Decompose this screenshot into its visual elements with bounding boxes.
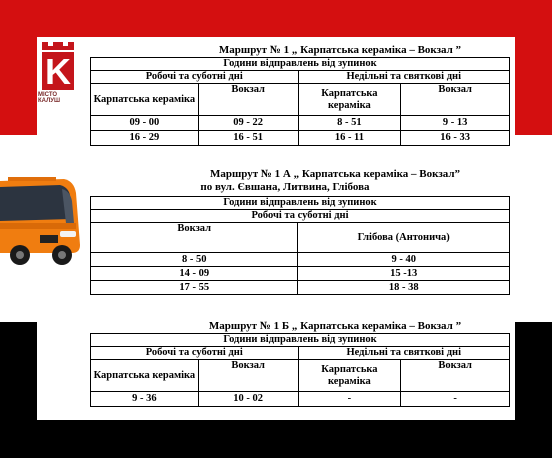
route1b-group-holidays: Недільні та святкові дні xyxy=(298,347,510,360)
route1b-stop-station-holidays: Вокзал xyxy=(401,360,510,392)
route1-cell: 9 - 13 xyxy=(401,116,510,131)
route1-cell: 16 - 33 xyxy=(401,131,510,146)
route1-group-holidays: Недільні та святкові дні xyxy=(298,71,510,84)
route1b-header: Години відправлень від зупинок xyxy=(91,334,510,347)
route1-stop-ceramics-weekdays: Карпатська кераміка xyxy=(91,84,199,116)
route1-cell: 09 - 22 xyxy=(198,116,298,131)
route1b-stop-ceramics-weekdays: Карпатська кераміка xyxy=(91,360,199,392)
route1b-cell: 9 - 36 xyxy=(91,392,199,407)
route1-stop-ceramics-holidays: Карпатська кераміка xyxy=(298,84,401,116)
route1a-cell: 15 -13 xyxy=(298,267,510,281)
bus-image xyxy=(0,175,82,267)
route1-header: Години відправлень від зупинок xyxy=(91,58,510,71)
route1-title: Маршрут № 1 „ Карпатська кераміка – Вокзал ” xyxy=(218,44,462,56)
route1a-cell: 18 - 38 xyxy=(298,281,510,295)
route1a-cell: 17 - 55 xyxy=(91,281,298,295)
route1b-cell: - xyxy=(298,392,401,407)
route1-cell: 09 - 00 xyxy=(91,116,199,131)
route1-cell: 16 - 29 xyxy=(91,131,199,146)
route1a-cell: 14 - 09 xyxy=(91,267,298,281)
logo-letter: K xyxy=(45,51,71,92)
route1-cell: 16 - 51 xyxy=(198,131,298,146)
route1a-title: Маршрут № 1 А „ Карпатська кераміка – Вокзал” xyxy=(209,168,461,180)
route1a-cell: 8 - 50 xyxy=(91,253,298,267)
route1b-timetable xyxy=(90,333,510,407)
route1a-subtitle: по вул. Євшана, Литвина, Глібова xyxy=(200,181,370,193)
route1a-group-weekdays: Робочі та суботні дні xyxy=(91,210,510,223)
route1a-stop-station: Вокзал xyxy=(91,223,298,253)
route1b-stop-station-weekdays: Вокзал xyxy=(198,360,298,392)
route1b-cell: - xyxy=(401,392,510,407)
route1a-header: Години відправлень від зупинок xyxy=(91,197,510,210)
route1a-stop-glibova: Глібова (Антонича) xyxy=(298,223,510,253)
route1b-group-weekdays: Робочі та суботні дні xyxy=(91,347,299,360)
kalush-logo xyxy=(40,42,76,92)
route1-cell: 16 - 11 xyxy=(298,131,401,146)
route1b-stop-ceramics-holidays: Карпатська кераміка xyxy=(298,360,401,392)
route1-stop-station-holidays: Вокзал xyxy=(401,84,510,116)
route1b-title: Маршрут № 1 Б „ Карпатська кераміка – Вокзал ” xyxy=(208,320,462,332)
route1-stop-station-weekdays: Вокзал xyxy=(198,84,298,116)
logo-city-name: МІСТО КАЛУШ xyxy=(38,92,61,104)
route1a-cell: 9 - 40 xyxy=(298,253,510,267)
route1-group-weekdays: Робочі та суботні дні xyxy=(91,71,299,84)
route1b-cell: 10 - 02 xyxy=(198,392,298,407)
route1-cell: 8 - 51 xyxy=(298,116,401,131)
route1a-timetable xyxy=(90,196,510,295)
route1-timetable xyxy=(90,57,510,146)
